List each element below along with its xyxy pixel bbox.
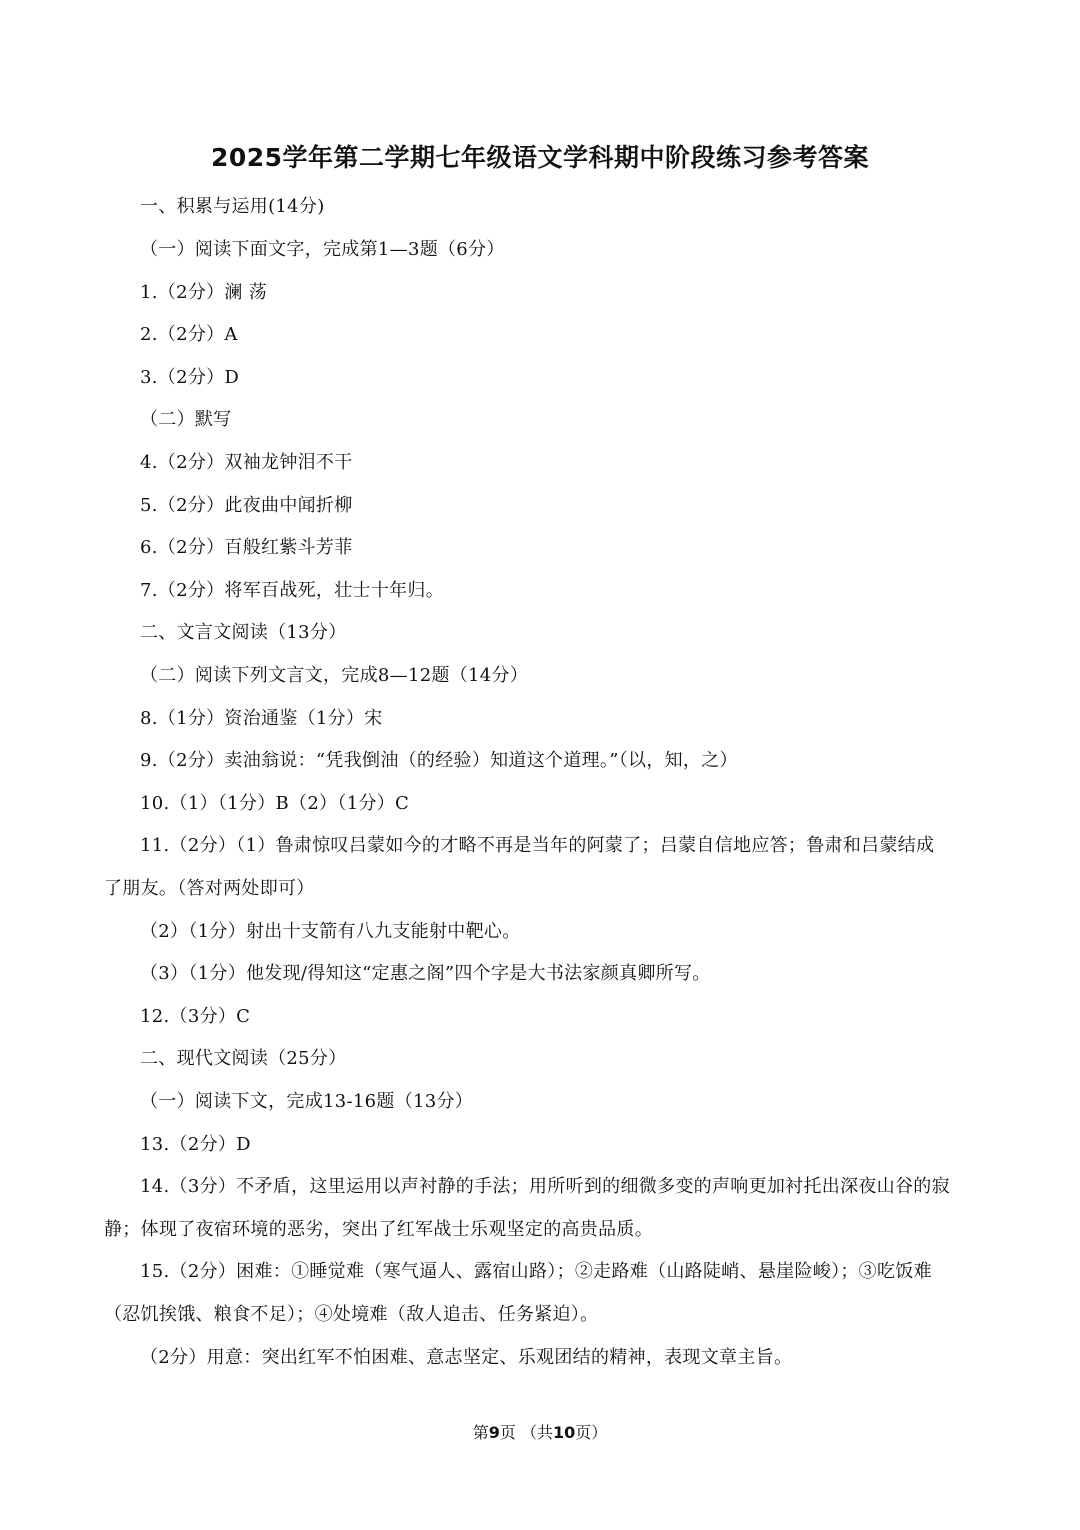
subsection-heading: （二）默写	[140, 409, 232, 430]
subsection-heading: （一）阅读下文，完成13-16题（13分）	[140, 1091, 474, 1112]
subsection-heading: （一）阅读下面文字，完成第1—3题（6分）	[140, 239, 505, 260]
answer-line-continued: 静；体现了夜宿环境的恶劣，突出了红军战士乐观坚定的高贵品质。	[104, 1219, 653, 1240]
section-heading: 二、现代文阅读（25分）	[140, 1048, 347, 1069]
footer-middle: 页 （共	[499, 1423, 553, 1442]
answer-line: 14.（3分）不矛盾，这里运用以声衬静的手法；用所听到的细微多变的声响更加衬托出深夜山谷的寂	[140, 1176, 950, 1197]
footer-suffix: 页）	[575, 1423, 608, 1442]
answer-line: 8.（1分）资治通鉴（1分）宋	[140, 708, 383, 729]
answer-line: （2）（1分）射出十支箭有八九支能射中靶心。	[140, 921, 521, 942]
page-title: 2025学年第二学期七年级语文学科期中阶段练习参考答案	[210, 143, 870, 172]
answer-line: （3）（1分）他发现/得知这“定惠之阁”四个字是大书法家颜真卿所写。	[140, 963, 711, 984]
answer-line: （2分）用意：突出红军不怕困难、意志坚定、乐观团结的精神，表现文章主旨。	[140, 1347, 793, 1368]
section-heading: 一、积累与运用(14分)	[140, 196, 325, 217]
footer-total-pages: 10	[552, 1423, 576, 1442]
page-footer	[0, 1422, 1080, 1444]
answer-line: 9.（2分）卖油翁说：“凭我倒油（的经验）知道这个道理。”（以，知，之）	[140, 750, 738, 771]
footer-page-number: 9	[488, 1423, 500, 1442]
answer-line: 1.（2分）澜 荡	[140, 282, 268, 303]
answer-line: 13.（2分）D	[140, 1134, 251, 1155]
answer-line-continued: （忍饥挨饿、粮食不足）；④处境难（敌人追击、任务紧迫）。	[104, 1304, 599, 1325]
answer-line: 10.（1）（1分）B（2）（1分）C	[140, 793, 410, 814]
footer-prefix: 第	[472, 1423, 489, 1442]
answer-line: 4.（2分）双袖龙钟泪不干	[140, 452, 353, 473]
subsection-heading: （二）阅读下列文言文，完成8—12题（14分）	[140, 665, 529, 686]
answer-line: 15.（2分）困难：①睡觉难（寒气逼人、露宿山路）；②走路难（山路陡峭、悬崖险峻）；③吃饭难	[140, 1261, 932, 1282]
answer-line: 6.（2分）百般红紫斗芳菲	[140, 537, 353, 558]
section-heading: 二、文言文阅读（13分）	[140, 622, 347, 643]
answer-line: 11.（2分）（1）鲁肃惊叹吕蒙如今的才略不再是当年的阿蒙了；吕蒙自信地应答；鲁肃和吕蒙结成	[140, 835, 935, 856]
answer-line: 12.（3分）C	[140, 1006, 251, 1027]
answer-line: 2.（2分）A	[140, 324, 238, 345]
answer-line: 7.（2分）将军百战死，壮士十年归。	[140, 580, 445, 601]
answer-line: 3.（2分）D	[140, 367, 240, 388]
answer-line-continued: 了朋友。（答对两处即可）	[104, 878, 315, 899]
answer-line: 5.（2分）此夜曲中闻折柳	[140, 495, 353, 516]
